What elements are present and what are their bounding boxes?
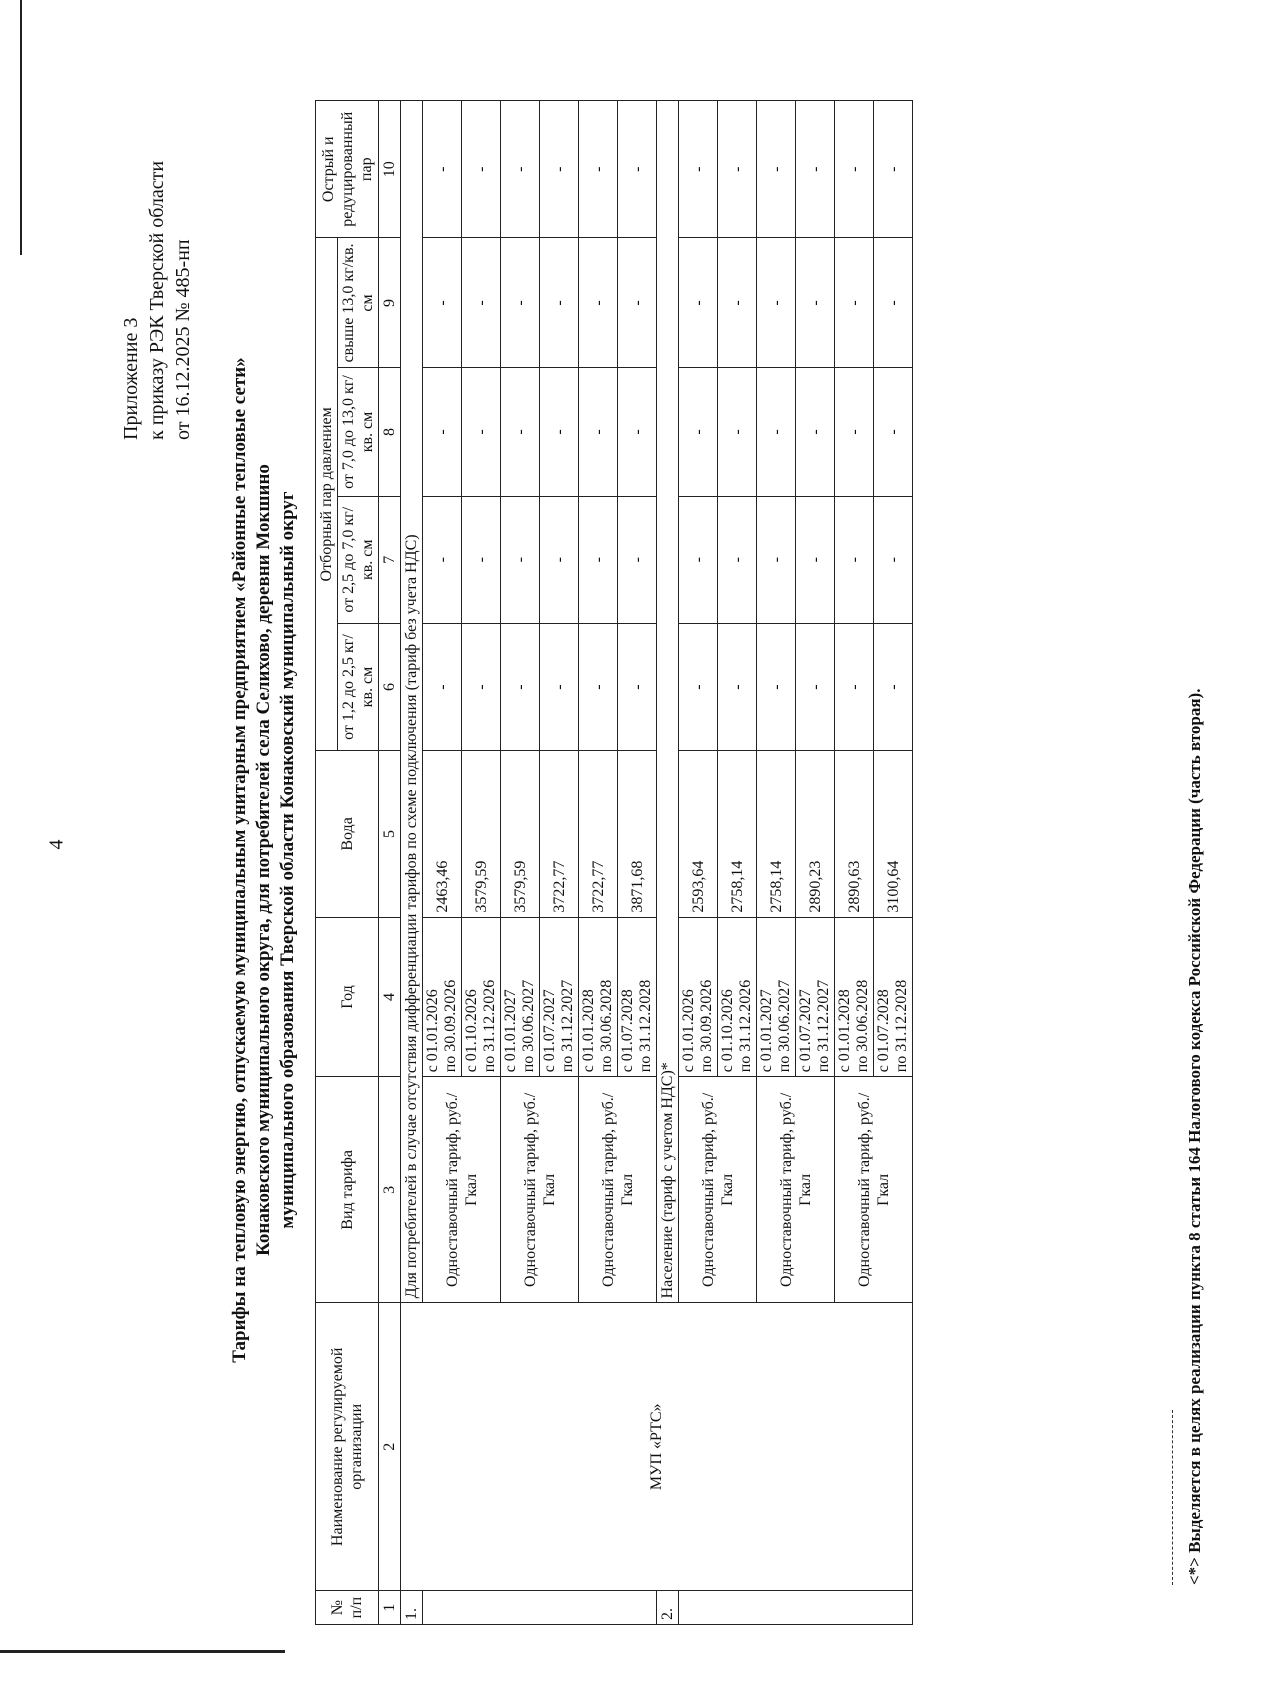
dash-cell: -	[757, 368, 796, 496]
water-value: 3871,68	[618, 751, 657, 917]
section-number: 2.	[657, 1591, 679, 1625]
period-cell	[874, 917, 913, 1077]
footnote: <*> Выделяется в целях реализации пункта 8 статьи 164 Налогового кодекса Российской Федерации (часть вторая).	[1185, 688, 1204, 1585]
dash-cell: -	[423, 496, 462, 623]
header-row	[316, 101, 338, 1625]
col-number: 2	[379, 1303, 401, 1591]
dash-cell: -	[540, 623, 579, 750]
dash-cell: -	[835, 238, 874, 368]
dash-cell: -	[874, 368, 913, 496]
dash-cell: -	[718, 623, 757, 750]
tariff-table	[315, 100, 913, 1625]
period-to: по 30.06.2028	[598, 979, 615, 1073]
period-to: по 30.09.2026	[442, 979, 459, 1073]
dash-cell: -	[757, 101, 796, 238]
dash-cell: -	[423, 101, 462, 238]
period-cell	[835, 917, 874, 1077]
dash-cell: -	[618, 368, 657, 496]
tariff-type-cell: Одноставочный тариф, руб./Гкал	[757, 1077, 835, 1303]
dash-cell: -	[718, 496, 757, 623]
dash-cell: -	[618, 623, 657, 750]
header-type: Вид тарифа	[316, 1077, 379, 1303]
dash-cell: -	[579, 496, 618, 623]
dash-cell: -	[462, 101, 501, 238]
dash-cell: -	[796, 623, 835, 750]
water-value: 3100,64	[874, 751, 913, 917]
dash-cell: -	[718, 368, 757, 496]
dash-cell: -	[579, 623, 618, 750]
water-value: 2593,64	[679, 751, 718, 917]
col-number: 6	[379, 623, 401, 750]
water-value: 2890,23	[796, 751, 835, 917]
dash-cell: -	[796, 496, 835, 623]
scan-edge-top	[20, 0, 22, 255]
dash-cell: -	[540, 101, 579, 238]
dash-cell: -	[835, 368, 874, 496]
title-line: Тарифы на тепловую энергию, отпускаемую муниципальным унитарным предприятием «Районные тепловые сети»	[229, 357, 250, 1363]
period-to: по 31.12.2027	[559, 979, 576, 1073]
section-label: Для потребителей в случае отсутствия дифференциации тарифов по схеме подключения (тариф без учета НДС)	[401, 101, 423, 1303]
dash-cell: -	[679, 496, 718, 623]
period-from: с 01.10.2026	[463, 989, 480, 1073]
period-cell	[618, 917, 657, 1077]
dash-cell: -	[874, 623, 913, 750]
period-to: по 31.12.2028	[893, 979, 910, 1073]
title-line: муниципального образования Тверской области Конаковский муниципальный округ	[277, 491, 298, 1229]
dash-cell: -	[423, 368, 462, 496]
period-from: с 01.07.2028	[619, 989, 636, 1073]
period-from: с 01.01.2028	[580, 989, 597, 1073]
title-line: Конаковского муниципального округа, для потребителей села Селихово, деревни Мокшино	[253, 464, 274, 1256]
header-pressure-3: от 7,0 до 13,0 кг/кв. см	[338, 368, 379, 496]
period-cell	[579, 917, 618, 1077]
dash-cell: -	[423, 623, 462, 750]
dash-cell: -	[579, 238, 618, 368]
dash-cell: -	[540, 238, 579, 368]
dash-cell: -	[579, 101, 618, 238]
dash-cell: -	[679, 101, 718, 238]
period-cell	[423, 917, 462, 1077]
dash-cell: -	[757, 623, 796, 750]
appendix-line: к приказу РЭК Тверской области	[146, 160, 168, 440]
section-number: 1.	[401, 1591, 423, 1625]
header-pressure-1: от 1,2 до 2,5 кг/кв. см	[338, 623, 379, 750]
header-steam-group: Отборный пар давлением	[316, 238, 338, 751]
org-name-cell: МУП «РТС»	[401, 1303, 913, 1591]
col-number: 7	[379, 496, 401, 623]
col-number: 3	[379, 1077, 401, 1303]
dash-cell: -	[757, 496, 796, 623]
dash-cell: -	[579, 368, 618, 496]
header-pressure-2: от 2,5 до 7,0 кг/кв. см	[338, 496, 379, 623]
num-cell	[679, 1591, 913, 1625]
dash-cell: -	[679, 238, 718, 368]
dash-cell: -	[835, 101, 874, 238]
dash-cell: -	[462, 368, 501, 496]
col-number: 1	[379, 1591, 401, 1625]
header-water: Вода	[316, 751, 379, 917]
period-cell	[501, 917, 540, 1077]
period-cell	[540, 917, 579, 1077]
dash-cell: -	[718, 238, 757, 368]
dash-cell: -	[718, 101, 757, 238]
dash-cell: -	[835, 496, 874, 623]
period-to: по 31.12.2026	[737, 979, 754, 1073]
tariff-type-cell: Одноставочный тариф, руб./Гкал	[423, 1077, 501, 1303]
period-from: с 01.01.2028	[836, 989, 853, 1073]
page-number: 4	[45, 839, 68, 850]
section-row	[401, 101, 423, 1625]
tariff-type-cell: Одноставочный тариф, руб./Гкал	[501, 1077, 579, 1303]
col-number: 5	[379, 751, 401, 917]
water-value: 3579,59	[501, 751, 540, 917]
appendix-line: от 16.12.2025 № 485-нп	[172, 239, 194, 440]
dash-cell: -	[423, 238, 462, 368]
dash-cell: -	[501, 368, 540, 496]
water-value: 2758,14	[718, 751, 757, 917]
period-from: с 01.01.2027	[758, 989, 775, 1073]
water-value: 3722,77	[540, 751, 579, 917]
dash-cell: -	[874, 496, 913, 623]
dash-cell: -	[679, 368, 718, 496]
tariff-type-cell: Одноставочный тариф, руб./Гкал	[579, 1077, 657, 1303]
dash-cell: -	[618, 496, 657, 623]
dash-cell: -	[462, 623, 501, 750]
header-sharp-steam: Острый и редуцированный пар	[316, 101, 379, 238]
period-cell	[718, 917, 757, 1077]
dash-cell: -	[540, 368, 579, 496]
period-from: с 01.01.2026	[424, 989, 441, 1073]
section-label: Население (тариф с учетом НДС)*	[657, 101, 679, 1303]
dash-cell: -	[796, 101, 835, 238]
period-to: по 31.12.2026	[481, 979, 498, 1073]
period-from: с 01.10.2026	[719, 989, 736, 1073]
period-to: по 30.06.2028	[854, 979, 871, 1073]
dash-cell: -	[462, 238, 501, 368]
col-number: 8	[379, 368, 401, 496]
dash-cell: -	[462, 496, 501, 623]
period-to: по 30.09.2026	[698, 979, 715, 1073]
dash-cell: -	[757, 238, 796, 368]
period-cell	[796, 917, 835, 1077]
document-sheet	[110, 80, 1270, 1640]
header-org: Наименование регулируемой организации	[316, 1303, 379, 1591]
footnote-divider	[1172, 1410, 1173, 1585]
period-to: по 30.06.2027	[776, 979, 793, 1073]
dash-cell: -	[618, 101, 657, 238]
period-cell	[462, 917, 501, 1077]
water-value: 3722,77	[579, 751, 618, 917]
water-value: 2758,14	[757, 751, 796, 917]
dash-cell: -	[679, 623, 718, 750]
header-no: № п/п	[316, 1591, 379, 1625]
period-from: с 01.07.2027	[797, 989, 814, 1073]
period-from: с 01.07.2028	[875, 989, 892, 1073]
tariff-type-cell: Одноставочный тариф, руб./Гкал	[679, 1077, 757, 1303]
col-number: 10	[379, 101, 401, 238]
document-title	[228, 80, 300, 1640]
dash-cell: -	[501, 623, 540, 750]
col-number: 9	[379, 238, 401, 368]
period-cell	[679, 917, 718, 1077]
tariff-type-cell: Одноставочный тариф, руб./Гкал	[835, 1077, 913, 1303]
appendix-block	[118, 161, 196, 440]
appendix-line: Приложение 3	[120, 317, 142, 440]
dash-cell: -	[501, 238, 540, 368]
header-year: Год	[316, 917, 379, 1077]
column-number-row	[379, 101, 401, 1625]
num-cell	[423, 1591, 657, 1625]
scan-edge-bottom	[0, 1650, 285, 1653]
dash-cell: -	[796, 238, 835, 368]
dash-cell: -	[540, 496, 579, 623]
period-from: с 01.01.2027	[502, 989, 519, 1073]
period-cell	[757, 917, 796, 1077]
water-value: 2890,63	[835, 751, 874, 917]
period-to: по 31.12.2028	[637, 979, 654, 1073]
period-from: с 01.01.2026	[680, 989, 697, 1073]
water-value: 3579,59	[462, 751, 501, 917]
period-to: по 30.06.2027	[520, 979, 537, 1073]
dash-cell: -	[835, 623, 874, 750]
dash-cell: -	[501, 101, 540, 238]
header-pressure-4: свыше 13,0 кг/кв. см	[338, 238, 379, 368]
dash-cell: -	[618, 238, 657, 368]
dash-cell: -	[874, 101, 913, 238]
period-to: по 31.12.2027	[815, 979, 832, 1073]
dash-cell: -	[796, 368, 835, 496]
water-value: 2463,46	[423, 751, 462, 917]
dash-cell: -	[874, 238, 913, 368]
period-from: с 01.07.2027	[541, 989, 558, 1073]
dash-cell: -	[501, 496, 540, 623]
col-number: 4	[379, 917, 401, 1077]
